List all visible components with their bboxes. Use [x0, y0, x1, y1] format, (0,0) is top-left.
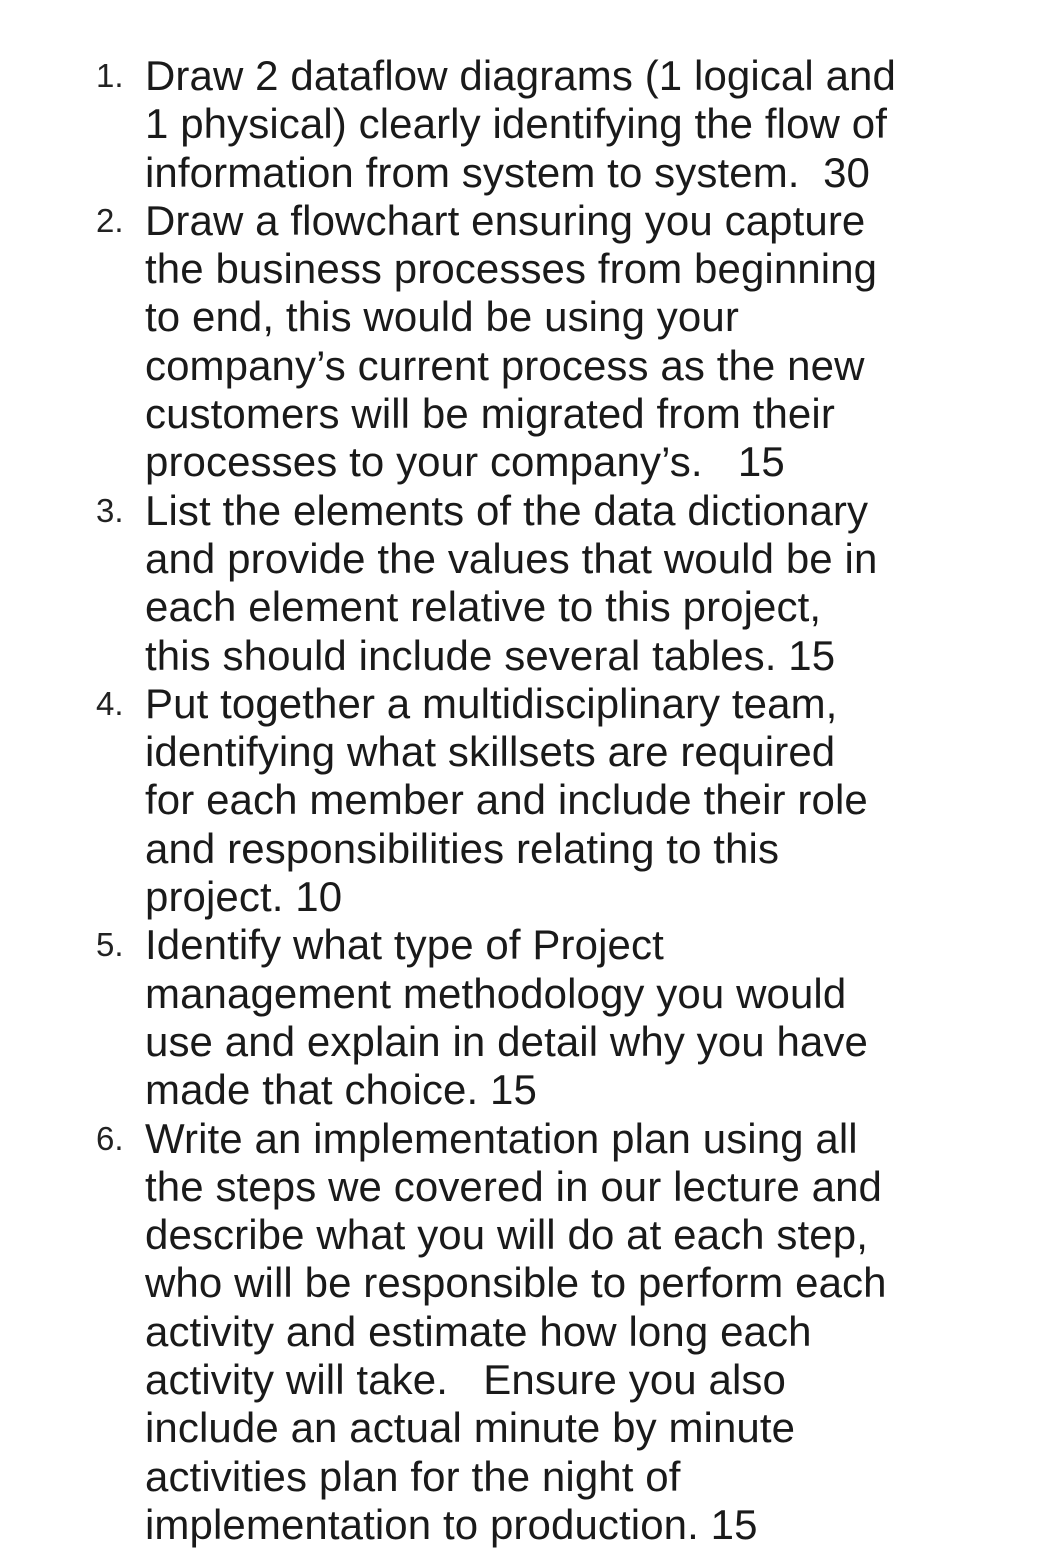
list-item-1	[0, 52, 1050, 197]
item-text-line: project. 10	[145, 873, 343, 921]
item-text-line: implementation to production. 15	[145, 1500, 758, 1548]
item-text-line: 1 physical) clearly identifying the flow of	[145, 100, 887, 148]
item-text-line: activities plan for the night of	[145, 1452, 681, 1500]
item-text-line: activity and estimate how long each	[145, 1307, 812, 1355]
list-item-6	[0, 1115, 1050, 1550]
item-text-line: Draw 2 dataflow diagrams (1 logical and	[145, 52, 896, 99]
item-number: 3.	[96, 491, 124, 529]
item-text-line: management methodology you would	[145, 969, 847, 1017]
item-text-line: information from system to system. 30	[145, 148, 871, 196]
item-number: 4.	[96, 684, 124, 722]
item-text-line: processes to your company’s. 15	[145, 438, 785, 486]
item-text-line: customers will be migrated from their	[145, 390, 835, 438]
item-text-line: company’s current process as the new	[145, 341, 865, 389]
question-list	[0, 52, 1050, 1549]
item-text-line: the business processes from beginning	[145, 245, 878, 293]
item-text-line: to end, this would be using your	[145, 293, 739, 341]
item-text-line: describe what you will do at each step,	[145, 1211, 868, 1259]
item-number: 2.	[96, 201, 124, 239]
item-text-line: identifying what skillsets are required	[145, 728, 836, 776]
item-text-line: Put together a multidisciplinary team,	[145, 679, 838, 727]
item-text-line: List the elements of the data dictionary	[145, 486, 869, 534]
list-item-3	[0, 487, 1050, 680]
item-text-line: use and explain in detail why you have	[145, 1017, 868, 1065]
item-text-line: include an actual minute by minute	[145, 1404, 796, 1452]
item-text-line: the steps we covered in our lecture and	[145, 1162, 882, 1210]
list-item-4	[0, 680, 1050, 921]
item-text-line: Identify what type of Project	[145, 921, 664, 969]
item-number: 6.	[96, 1119, 124, 1157]
list-item-5	[0, 921, 1050, 1114]
item-text-line: for each member and include their role	[145, 776, 868, 824]
item-number: 1.	[96, 57, 124, 94]
item-text-line: each element relative to this project,	[145, 583, 822, 631]
item-text-line: this should include several tables. 15	[145, 631, 836, 679]
list-item-2	[0, 197, 1050, 487]
item-number: 5.	[96, 926, 124, 964]
item-text-line: made that choice. 15	[145, 1066, 537, 1114]
item-text-line: Write an implementation plan using all	[145, 1114, 858, 1162]
item-text-line: who will be responsible to perform each	[145, 1259, 887, 1307]
item-text-line: and provide the values that would be in	[145, 534, 878, 582]
item-text-line: Draw a flowchart ensuring you capture	[145, 196, 866, 244]
item-text-line: activity will take. Ensure you also	[145, 1356, 786, 1404]
item-text-line: and responsibilities relating to this	[145, 824, 780, 872]
